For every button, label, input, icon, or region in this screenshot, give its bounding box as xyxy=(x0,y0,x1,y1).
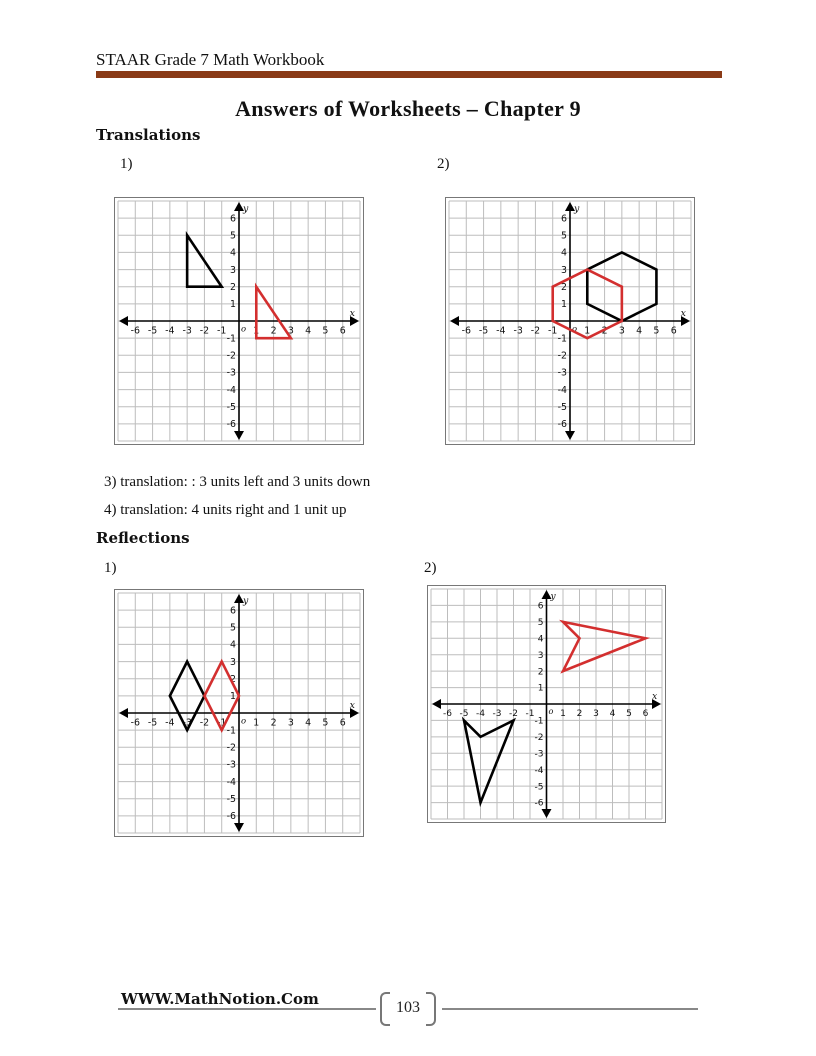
coordinate-graph-translation-2 xyxy=(445,197,695,445)
origin-label: o xyxy=(241,323,247,334)
y-tick-label: -5 xyxy=(226,402,236,414)
y-tick-label: 5 xyxy=(230,622,236,634)
x-tick-label: -4 xyxy=(496,325,506,337)
y-tick-label: -5 xyxy=(534,782,544,793)
x-tick-label: -2 xyxy=(509,709,518,720)
x-axis-label: x xyxy=(680,308,686,319)
section-heading-translations: Translations xyxy=(96,126,201,144)
graph-svg xyxy=(445,197,695,445)
x-tick-label: 3 xyxy=(287,325,294,337)
y-tick-label: 3 xyxy=(230,656,236,668)
x-tick-label: -1 xyxy=(217,325,227,337)
problem-label-r1: 1) xyxy=(104,560,117,576)
x-tick-label: -5 xyxy=(459,709,469,720)
x-tick-label: 2 xyxy=(270,325,277,337)
y-tick-label: 2 xyxy=(230,674,236,686)
problem-label-r2: 2) xyxy=(424,560,437,576)
y-tick-label: -2 xyxy=(226,742,236,754)
y-axis-label: y xyxy=(243,595,249,607)
x-tick-label: -1 xyxy=(548,325,558,337)
x-tick-label: 6 xyxy=(670,325,677,337)
y-tick-label: -2 xyxy=(534,733,544,744)
y-tick-label: 6 xyxy=(561,213,567,225)
y-tick-label: -4 xyxy=(534,765,544,776)
x-tick-label: -3 xyxy=(182,717,192,729)
x-tick-label: 3 xyxy=(593,709,599,720)
x-tick-label: -4 xyxy=(165,325,175,337)
x-tick-label: 6 xyxy=(339,325,346,337)
x-tick-label: -6 xyxy=(130,325,140,337)
y-tick-label: -2 xyxy=(557,350,567,362)
y-tick-label: -6 xyxy=(534,798,544,809)
x-tick-label: -4 xyxy=(165,717,175,729)
y-tick-label: 5 xyxy=(561,230,567,242)
x-tick-label: -3 xyxy=(182,325,192,337)
y-tick-label: 4 xyxy=(537,634,544,645)
x-tick-label: 4 xyxy=(305,325,312,337)
footer-website: WWW.MathNotion.Com xyxy=(121,990,319,1008)
x-tick-label: -5 xyxy=(478,325,489,337)
y-tick-label: -1 xyxy=(226,725,236,737)
x-tick-label: -1 xyxy=(217,717,227,729)
y-tick-label: -1 xyxy=(557,333,567,345)
x-tick-label: -2 xyxy=(199,325,210,337)
answer-3: 3) translation: : 3 units left and 3 units down xyxy=(104,474,371,490)
x-tick-label: -6 xyxy=(443,709,452,720)
y-tick-label: -1 xyxy=(534,716,544,727)
x-axis-label: x xyxy=(349,308,355,319)
header-rule xyxy=(96,71,722,78)
graph-svg xyxy=(427,585,666,823)
y-tick-label: 3 xyxy=(561,264,567,276)
x-tick-label: 3 xyxy=(287,717,294,729)
y-tick-label: 6 xyxy=(537,601,544,612)
x-tick-label: 1 xyxy=(560,709,566,720)
y-tick-label: -3 xyxy=(534,749,544,760)
origin-label: o xyxy=(241,715,247,726)
x-tick-label: -4 xyxy=(476,709,485,720)
origin-label: o xyxy=(572,323,578,334)
section-heading-reflections: Reflections xyxy=(96,529,190,547)
x-tick-label: -5 xyxy=(147,325,158,337)
x-tick-label: 2 xyxy=(576,709,583,720)
y-tick-label: -5 xyxy=(226,794,236,806)
x-tick-label: 5 xyxy=(322,717,329,729)
y-tick-label: -4 xyxy=(557,384,567,396)
y-tick-label: -6 xyxy=(557,419,567,431)
y-tick-label: -6 xyxy=(226,811,236,823)
y-tick-label: 4 xyxy=(230,247,236,259)
x-tick-label: 1 xyxy=(253,717,260,729)
y-tick-label: -4 xyxy=(226,384,236,396)
x-tick-label: 4 xyxy=(305,717,312,729)
y-tick-label: 2 xyxy=(537,667,544,678)
x-tick-label: -1 xyxy=(525,709,535,720)
answer-4: 4) translation: 4 units right and 1 unit up xyxy=(104,502,347,518)
x-tick-label: 5 xyxy=(653,325,660,337)
y-tick-label: 6 xyxy=(230,605,236,617)
y-tick-label: -4 xyxy=(226,776,236,788)
x-tick-label: 6 xyxy=(339,717,346,729)
page-number-bracket-left xyxy=(380,992,390,1026)
x-tick-label: -6 xyxy=(130,717,140,729)
x-tick-label: 1 xyxy=(253,325,260,337)
y-tick-label: -5 xyxy=(557,402,567,414)
x-tick-label: 2 xyxy=(601,325,608,337)
book-title: STAAR Grade 7 Math Workbook xyxy=(96,50,325,69)
coordinate-graph-translation-1 xyxy=(114,197,364,445)
coordinate-graph-reflection-1 xyxy=(114,589,364,837)
x-tick-label: -5 xyxy=(147,717,158,729)
y-tick-label: 5 xyxy=(537,618,544,629)
y-tick-label: -3 xyxy=(226,367,236,379)
x-tick-label: 5 xyxy=(626,709,632,720)
page-number xyxy=(380,992,436,1024)
y-axis-label: y xyxy=(550,591,556,602)
x-tick-label: -3 xyxy=(513,325,523,337)
x-axis-label: x xyxy=(652,692,658,702)
problem-label-t2: 2) xyxy=(437,156,450,172)
footer-rule-right xyxy=(442,1008,698,1010)
y-tick-label: 1 xyxy=(230,299,236,311)
y-tick-label: 3 xyxy=(230,264,236,276)
y-tick-label: 1 xyxy=(537,683,544,694)
y-tick-label: -3 xyxy=(557,367,567,379)
page-number-text: 103 xyxy=(396,999,420,1016)
x-tick-label: -3 xyxy=(492,709,502,720)
y-tick-label: 2 xyxy=(230,282,236,294)
y-tick-label: -1 xyxy=(226,333,236,345)
y-tick-label: 4 xyxy=(230,639,236,651)
x-tick-label: 5 xyxy=(322,325,329,337)
x-tick-label: 3 xyxy=(618,325,625,337)
problem-label-t1: 1) xyxy=(120,156,133,172)
y-tick-label: -3 xyxy=(226,759,236,771)
x-tick-label: -2 xyxy=(530,325,541,337)
y-tick-label: -6 xyxy=(226,419,236,431)
x-tick-label: 6 xyxy=(642,709,649,720)
x-tick-label: 2 xyxy=(270,717,277,729)
y-tick-label: 1 xyxy=(230,691,236,703)
footer-rule-left xyxy=(118,1008,376,1010)
x-tick-label: 4 xyxy=(636,325,643,337)
page-title: Answers of Worksheets – Chapter 9 xyxy=(235,96,581,121)
y-tick-label: 6 xyxy=(230,213,236,225)
graph-svg xyxy=(114,197,364,445)
y-tick-label: 4 xyxy=(561,247,567,259)
x-tick-label: 1 xyxy=(584,325,591,337)
y-axis-label: y xyxy=(574,203,580,215)
y-tick-label: 3 xyxy=(537,650,544,661)
y-tick-label: -2 xyxy=(226,350,236,362)
page-number-bracket-right xyxy=(426,992,436,1026)
y-tick-label: 5 xyxy=(230,230,236,242)
y-tick-label: 2 xyxy=(561,282,567,294)
origin-label: o xyxy=(548,706,554,717)
x-tick-label: 4 xyxy=(609,709,616,720)
coordinate-graph-reflection-2 xyxy=(427,585,666,823)
y-tick-label: 1 xyxy=(561,299,567,311)
x-tick-label: -6 xyxy=(461,325,471,337)
x-tick-label: -2 xyxy=(199,717,210,729)
graph-svg xyxy=(114,589,364,837)
x-axis-label: x xyxy=(349,700,355,711)
y-axis-label: y xyxy=(243,203,249,215)
